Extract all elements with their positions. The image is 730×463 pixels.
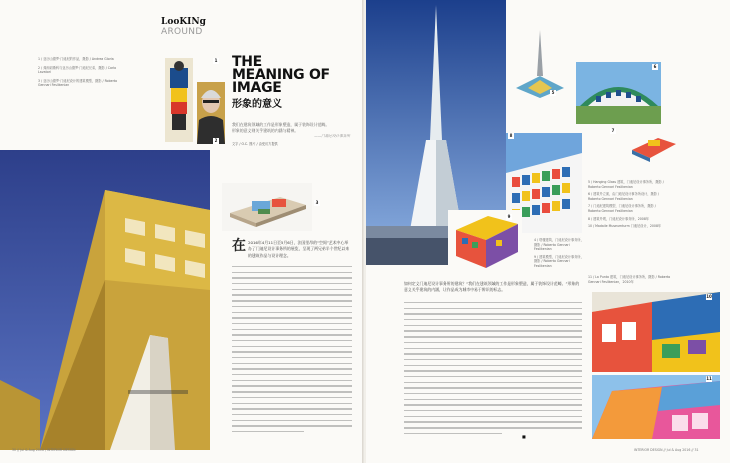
star-model-illustration [514, 28, 566, 106]
sculpture-illustration [165, 58, 193, 142]
quote-author: ——门迪尼设计事务所 [314, 134, 350, 138]
photo-1-sculpture [165, 58, 193, 142]
model-illustration [222, 183, 312, 231]
drop-cap: 在 [232, 238, 246, 254]
photo-4-building [0, 150, 210, 450]
title-line-2: MEANING OF [232, 67, 330, 83]
caption: 2 / 弗朗切斯科与亚历山德罗·门迪尼兄弟，摄影 / Carlo Lavatori [38, 65, 117, 75]
body-text-lines [232, 266, 352, 442]
figure-number: 2 [214, 138, 218, 143]
figure-number: 10 [706, 294, 712, 299]
caption: 10 / Madaile Museumturm 门迪尼设计，2008年 [588, 224, 662, 229]
byline: 文字 / O.C. 图片 / 由受访方提供 [232, 142, 278, 147]
left-captions [38, 57, 120, 88]
section-label [161, 17, 206, 37]
caption: 8 / 建筑外观，门迪尼设计事务所，2008年 [588, 216, 650, 221]
building-facade-illustration [0, 150, 210, 450]
footer-right: INTERIOR DESIGN // Jul & Aug 2016 // 31 [634, 448, 699, 452]
end-mark: ■ [522, 434, 526, 439]
photo-3-model [222, 183, 312, 231]
figure-number: 6 [653, 64, 657, 69]
intro-text: 我们在建筑领域的工作是形象塑造，属于装饰设计范畴。 [232, 122, 330, 127]
photo-8-small-model [628, 130, 680, 164]
caption: 11 / La Punta 建筑，门迪尼设计事务所，摄影 / Roberto Gennari Feslikenian，2010年 [588, 275, 671, 284]
section-word-2: AROUND [161, 27, 203, 37]
photo-6-star-model [514, 28, 566, 106]
body-paragraph: 如何定义门迪尼设计事务所的建筑？“我们在建筑领域的工作是形象塑造，属于装饰设计范畴。”形象的意义关乎建筑的内涵，让作品成为城市中易于辨识的标志。 [404, 281, 580, 293]
pink-building-illustration [592, 375, 720, 439]
figure-number: 7 [611, 128, 615, 133]
title-line-3: IMAGE [232, 80, 282, 96]
caption: 3 / 亚历山德罗·门迪尼设计的建筑模型，摄影 / Roberto Gennari Feslikenian [38, 78, 118, 88]
article-title [232, 56, 357, 112]
right-captions-low [588, 275, 678, 284]
figure-number: 9 [507, 214, 511, 219]
photo-12-building [592, 375, 720, 439]
photo-2-portrait [197, 82, 225, 144]
body-column-right [404, 281, 582, 294]
body-paragraph: 2016年4月11日至5月6日，法国里昂的“空间”艺术中心举办了门迪尼设计事务所的展览，呈现了两兄弟半个世纪以来的建筑作品与设计理念。 [248, 240, 350, 258]
portrait-illustration [197, 82, 225, 144]
body-column-left [232, 240, 352, 259]
right-page [366, 0, 730, 463]
caption: 1 / 亚历山德罗·门迪尼的作品，摄影 / Andrea Gloria [38, 57, 114, 61]
figure-number: 1 [214, 58, 218, 63]
caption: 5 / Hanging Glass 建筑，门迪尼设计事务所，摄影 / Roberto Gennari Feslikenian [588, 180, 664, 189]
intro-text-2: 形象的意义则关乎建筑的内涵与精神。 [232, 128, 299, 133]
right-captions-top [588, 180, 666, 229]
figure-number: 8 [509, 133, 513, 138]
footer-left: 30 // Jul & Aug 2016 / INTERIOR DESIGN [12, 448, 76, 452]
section-word-1: LooKINg [161, 17, 206, 27]
right-captions-mid [534, 238, 584, 269]
title-chinese: 形象的意义 [232, 99, 282, 110]
title-line-1: THE [232, 54, 262, 70]
small-model-illustration [628, 130, 680, 164]
figure-number: 3 [315, 200, 319, 205]
round-building-illustration [576, 62, 661, 124]
photo-7-round-building [576, 62, 661, 124]
figure-number: 11 [706, 376, 712, 381]
body-text-lines [404, 302, 582, 438]
colorful-building-illustration [592, 292, 720, 372]
caption: 7 / 门迪尼建筑模型，门迪尼设计事务所，摄影 / Roberto Gennari Feslikenian [588, 204, 656, 213]
figure-number: 5 [551, 90, 555, 95]
intro-block [232, 122, 350, 147]
left-page [0, 0, 364, 463]
caption: 6 / 建筑外立面，由门迪尼设计事务所设计，摄影 / Roberto Gennari Feslikenian [588, 192, 659, 201]
caption: 9 / 建筑模型，门迪尼设计事务所，摄影 / Roberto Gennari Feslikenian [534, 254, 584, 268]
photo-11-building [592, 292, 720, 372]
caption: 4 / 塔楼建筑，门迪尼设计事务所，摄影 / Roberto Gennari Feslikenian [534, 238, 584, 252]
